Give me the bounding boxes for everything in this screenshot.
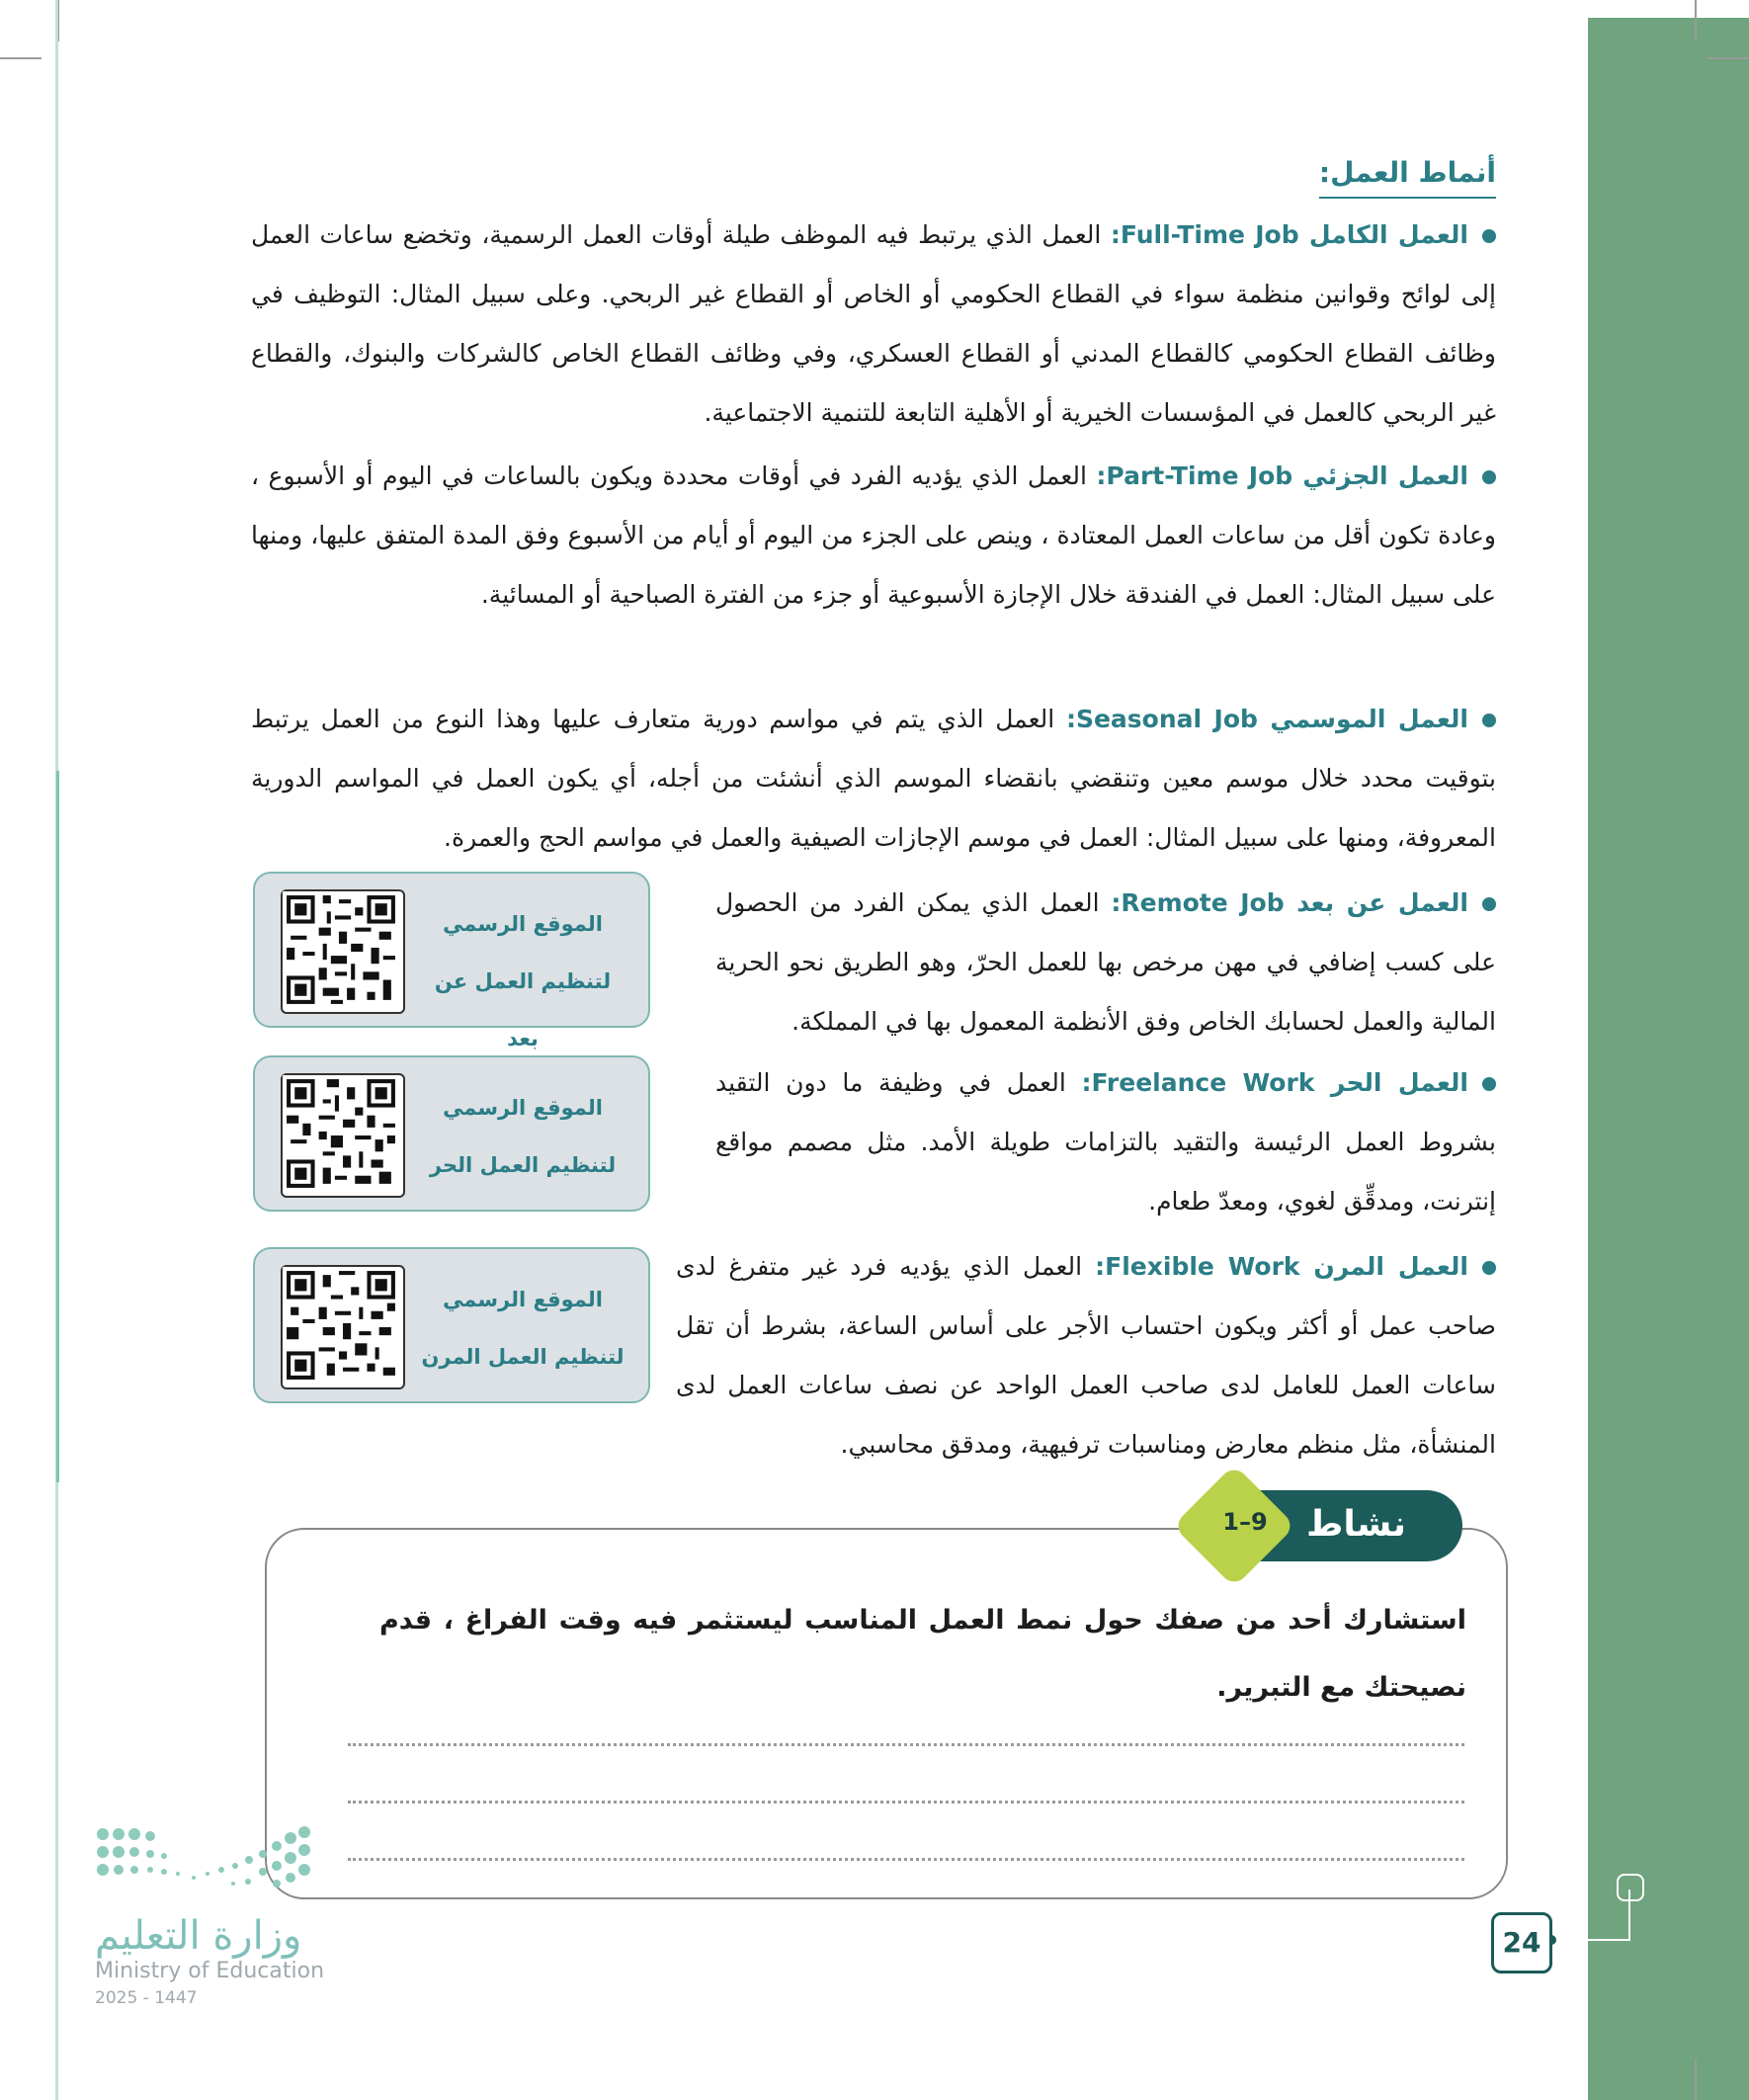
term: العمل عن بعد Remote Job: xyxy=(1111,888,1468,917)
qr-caption-line2: لتنظيم العمل الحر xyxy=(429,1153,617,1177)
paragraph-remote xyxy=(715,874,1496,1051)
activity-number: 1–9 xyxy=(1222,1508,1268,1536)
page-side-band xyxy=(1588,18,1749,2100)
page-number: 24 xyxy=(1491,1912,1552,1974)
margin-rule xyxy=(56,771,59,1482)
qr-caption-line1: الموقع الرسمي xyxy=(443,912,603,936)
qr-card-remote[interactable] xyxy=(253,872,650,1050)
qr-caption-line1: الموقع الرسمي xyxy=(443,1096,603,1120)
qr-caption-line1: الموقع الرسمي xyxy=(443,1288,603,1311)
logo-english-text: Ministry of Education xyxy=(95,1959,325,1983)
paragraph-full-time xyxy=(251,206,1496,443)
term: العمل المرن Flexible Work: xyxy=(1095,1252,1468,1281)
bullet-icon xyxy=(1482,1077,1496,1091)
activity-question: استشارك أحد من صفك حول نمط العمل المناسب ليستثمر فيه وقت الفراغ ، قدم نصيحتك مع التبرير. xyxy=(379,1605,1466,1703)
qr-caption xyxy=(419,1079,626,1194)
paragraph-freelance xyxy=(715,1053,1496,1231)
bullet-icon xyxy=(1482,229,1496,243)
qr-code-icon[interactable] xyxy=(281,1265,405,1389)
bullet-icon xyxy=(1482,897,1496,911)
qr-card-freelance[interactable] xyxy=(253,1055,650,1212)
term: العمل الكامل Full-Time Job: xyxy=(1110,220,1468,249)
ministry-logo-icon xyxy=(95,1824,312,1893)
term: العمل الموسمي Seasonal Job: xyxy=(1065,705,1468,733)
logo-year: 2025 - 1447 xyxy=(95,1988,198,2008)
qr-code-icon[interactable] xyxy=(281,889,405,1014)
page-number-connector xyxy=(1549,1939,1630,1941)
crop-mark xyxy=(1707,57,1749,59)
logo-arabic-text: وزارة التعليم xyxy=(95,1913,302,1959)
paragraph-text: العمل الذي يؤديه فرد غير متفرغ لدى صاحب عمل أو أكثر ويكون احتساب الأجر على أساس الساعة، بشرط أن تقل ساعات العمل للعامل لدى صاحب العمل الواحد عن نصف ساعات العمل لدى المنشأة، مثل منظم معارض ومناسبات ترفيهية، ومدقق محاسبي. xyxy=(676,1252,1496,1459)
term: العمل الجزئي Part-Time Job: xyxy=(1096,462,1468,490)
paragraph-text: العمل الذي يرتبط فيه الموظف طيلة أوقات العمل الرسمية، وتخضع ساعات العمل إلى لوائح وقوانين منظمة سواء في القطاع الحكومي أو الخاص أو القطاع غير الربحي. وعلى سبيل المثال: التوظيف في وظائف القطاع الحكومي كالقطاع المدني أو القطاع العسكري، وفي وظائف القطاع الخاص كالشركات والبنوك، والقطاع غير الربحي كالعمل في المؤسسات الخيرية أو الأهلية التابعة للتنمية الاجتماعية. xyxy=(251,220,1496,427)
activity-label: نشاط xyxy=(1306,1504,1407,1545)
paragraph-text: العمل الذي يتم في مواسم دورية متعارف عليها وهذا النوع من العمل يرتبط بتوقيت محدد خلال موسم معين وتنقضي بانقضاء الموسم الذي أنشئت من أجله، أي يكون العمل في المواسم الدورية المعروفة، ومنها على سبيل المثال: العمل في موسم الإجازات الصيفية والعمل في مواسم الحج والعمرة. xyxy=(251,705,1496,852)
bullet-icon xyxy=(1482,470,1496,484)
paragraph-text: العمل في وظيفة ما دون التقيد بشروط العمل الرئيسة والتقيد بالتزامات طويلة الأمد. مثل مصمم مواقع إنترنت، ومدقِّق لغوي، ومعدّ طعام. xyxy=(715,1068,1496,1216)
paragraph-seasonal xyxy=(251,690,1496,868)
answer-line[interactable] xyxy=(348,1743,1464,1746)
qr-caption-line2: لتنظيم العمل عن بعد xyxy=(434,969,612,1050)
qr-card-flexible[interactable] xyxy=(253,1247,650,1403)
answer-line[interactable] xyxy=(348,1801,1464,1804)
paragraph-text: العمل الذي يمكن الفرد من الحصول على كسب إضافي في مهن مرخص بها للعمل الحرّ، وهو الطريق نحو الحرية المالية والعمل لحسابك الخاص وفق الأنظمة المعمول بها في المملكة. xyxy=(715,888,1496,1036)
answer-line[interactable] xyxy=(348,1858,1464,1861)
crop-mark xyxy=(1695,0,1697,42)
bullet-icon xyxy=(1482,714,1496,727)
qr-caption xyxy=(419,1271,626,1386)
term: العمل الحر Freelance Work: xyxy=(1081,1068,1469,1097)
section-title: أنماط العمل: xyxy=(1319,156,1496,199)
page-number-ornament xyxy=(1617,1874,1644,1901)
crop-mark xyxy=(0,57,42,59)
paragraph-part-time xyxy=(251,447,1496,625)
qr-caption-line2: لتنظيم العمل المرن xyxy=(421,1345,625,1369)
crop-mark xyxy=(1695,2058,1697,2100)
paragraph-text: العمل الذي يؤديه الفرد في أوقات محددة ويكون بالساعات في اليوم أو الأسبوع ، وعادة تكون أقل من ساعات العمل المعتادة ، وينص على الجزء من اليوم أو أيام من الأسبوع وفق المدة المتفق عليها، ومنها على سبيل المثال: العمل في الفندقة خلال الإجازة الأسبوعية أو جزء من الفترة الصباحية أو المسائية. xyxy=(251,462,1496,609)
qr-code-icon[interactable] xyxy=(281,1073,405,1198)
qr-caption xyxy=(419,895,626,1067)
bullet-icon xyxy=(1482,1261,1496,1275)
